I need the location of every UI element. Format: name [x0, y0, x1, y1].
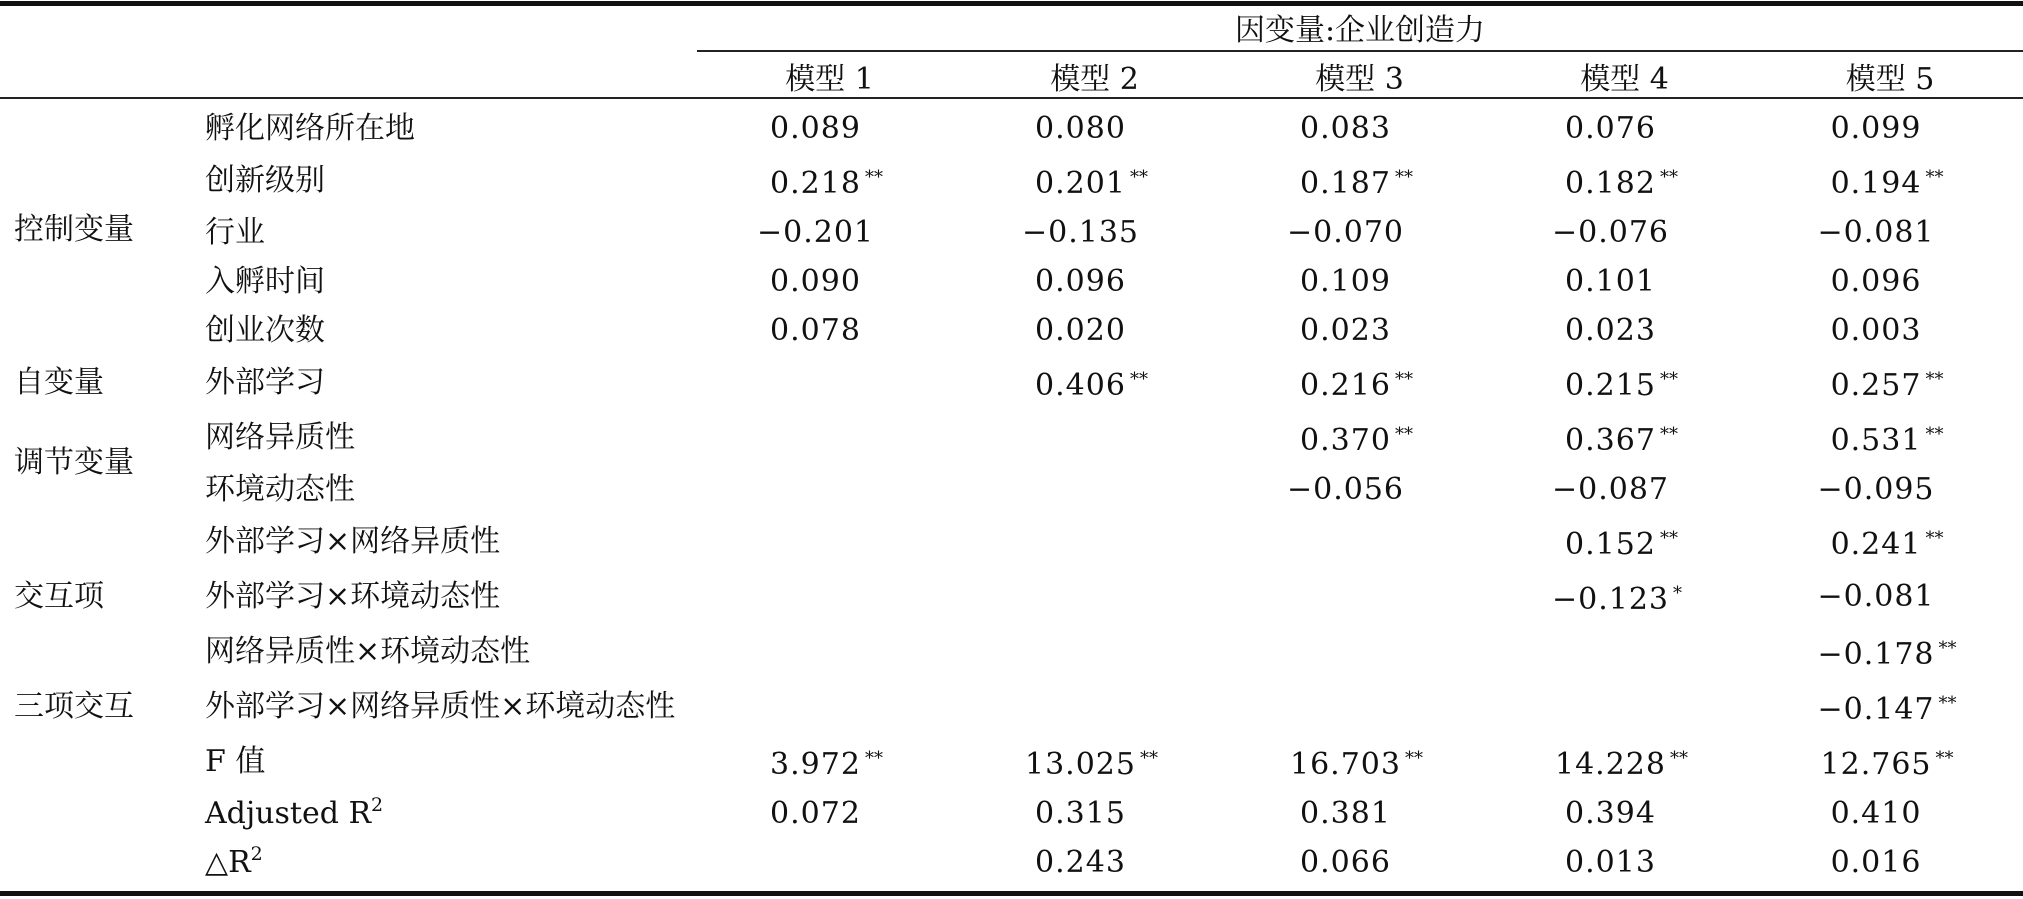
coefficient: 0.023: [1300, 313, 1391, 348]
significance-mark: **: [1935, 748, 1954, 769]
variable-label: [205, 734, 697, 789]
model-3-value: [1227, 153, 1492, 208]
model-2-value: [962, 104, 1227, 153]
model-1-value: [697, 734, 962, 789]
model-4-value: [1492, 514, 1757, 569]
coefficient: 13.025: [1025, 747, 1136, 782]
variable-label: [205, 355, 697, 410]
variable-label: [205, 104, 697, 153]
model-3-value: [1227, 306, 1492, 355]
model-5-value: [1757, 514, 2023, 569]
coefficient: 0.152: [1565, 527, 1656, 562]
variable-label: [205, 153, 697, 208]
coefficient: 0.315: [1035, 796, 1126, 831]
variable-label: [205, 306, 697, 355]
coefficient: 0.089: [770, 111, 861, 146]
coefficient: 0.099: [1830, 111, 1922, 146]
model-5-value: [1757, 306, 2023, 355]
bottom-rule: [0, 891, 2023, 896]
significance-mark: **: [1925, 528, 1944, 549]
variable-name: 外部学习: [205, 365, 325, 400]
coefficient: 0.090: [770, 264, 861, 299]
variable-name: F 值: [205, 744, 266, 779]
variable-name: 外部学习×环境动态性: [205, 579, 501, 614]
model-5-value: [1757, 208, 2023, 257]
table-row: [0, 153, 2023, 208]
model-3-value: [1227, 208, 1492, 257]
table-row: [0, 306, 2023, 355]
variable-label: [205, 410, 697, 465]
coefficient: 3.972: [770, 747, 861, 782]
model-3-value: [1227, 355, 1492, 410]
model-5-value: [1757, 569, 2023, 624]
significance-mark: **: [1659, 424, 1678, 445]
significance-mark: **: [1669, 748, 1688, 769]
model-2-header: 模型 2: [1050, 62, 1139, 97]
significance-mark: **: [1394, 167, 1413, 188]
model-2-value: [962, 624, 1227, 679]
significance-mark: **: [1938, 638, 1957, 659]
coefficient: 0.410: [1830, 796, 1922, 831]
category-label: 交互项: [14, 579, 104, 614]
model-5-value: [1757, 838, 2023, 887]
significance-mark: **: [1925, 424, 1944, 445]
superscript: 2: [250, 843, 263, 865]
model-1-value: [697, 514, 962, 569]
model-5-header: 模型 5: [1845, 62, 1935, 97]
coefficient: 0.096: [1830, 264, 1922, 299]
table-row: [0, 514, 2023, 569]
model-3-value: [1227, 734, 1492, 789]
significance-mark: **: [1925, 369, 1944, 390]
coefficient: −0.076: [1551, 215, 1670, 250]
coefficient: 0.003: [1830, 313, 1922, 348]
model-4-value: [1492, 355, 1757, 410]
coefficient: 0.218: [770, 166, 861, 201]
model-2-value: [962, 465, 1227, 514]
model-4-value: [1492, 257, 1757, 306]
table-row: [0, 208, 2023, 257]
variable-name: 环境动态性: [205, 472, 355, 507]
model-4-value: [1492, 410, 1757, 465]
table-row: [0, 679, 2023, 734]
category-label: 自变量: [14, 365, 104, 400]
significance-mark: **: [864, 167, 883, 188]
model-2-value: [962, 734, 1227, 789]
coefficient: 0.109: [1300, 264, 1391, 299]
coefficient: 0.066: [1300, 845, 1391, 880]
significance-mark: **: [864, 748, 883, 769]
group-header-row: [0, 6, 2023, 55]
variable-name: 创新级别: [205, 163, 325, 198]
coefficient: 0.370: [1300, 423, 1391, 458]
variable-label: [205, 569, 697, 624]
model-1-value: [697, 153, 962, 208]
significance-mark: **: [1938, 693, 1957, 714]
model-4-value: [1492, 679, 1757, 734]
coefficient: 0.072: [770, 796, 861, 831]
model-1-value: [697, 679, 962, 734]
model-4-value: [1492, 624, 1757, 679]
coefficient: 0.367: [1565, 423, 1656, 458]
model-1-value: [697, 789, 962, 838]
coefficient: −0.135: [1021, 215, 1140, 250]
model-2-value: [962, 153, 1227, 208]
model-4-value: [1492, 465, 1757, 514]
variable-label: [205, 789, 697, 838]
superscript: 2: [371, 794, 384, 816]
table-row: [0, 465, 2023, 514]
coefficient: 16.703: [1290, 747, 1401, 782]
model-2-value: [962, 789, 1227, 838]
model-1-header: 模型 1: [785, 62, 874, 97]
coefficient: −0.056: [1286, 472, 1405, 507]
model-3-value: [1227, 838, 1492, 887]
model-2-value: [962, 514, 1227, 569]
model-4-value: [1492, 104, 1757, 153]
model-4-value: [1492, 569, 1757, 624]
model-1-value: [697, 355, 962, 410]
dependent-variable-header: 因变量:企业创造力: [1234, 13, 1486, 48]
table-row: [0, 569, 2023, 624]
model-2-value: [962, 410, 1227, 465]
significance-mark: **: [1925, 167, 1944, 188]
model-header-row: [0, 55, 2023, 104]
coefficient: −0.123: [1551, 582, 1670, 617]
variable-name: 外部学习×网络异质性×环境动态性: [205, 689, 676, 724]
model-5-value: [1757, 355, 2023, 410]
coefficient: −0.087: [1551, 472, 1670, 507]
significance-mark: **: [1394, 369, 1413, 390]
significance-mark: **: [1659, 528, 1678, 549]
coefficient: −0.178: [1817, 637, 1935, 672]
significance-mark: **: [1129, 369, 1148, 390]
model-4-value: [1492, 789, 1757, 838]
model-3-value: [1227, 789, 1492, 838]
coefficient: −0.081: [1817, 579, 1935, 614]
table-row: [0, 789, 2023, 838]
model-5-value: [1757, 624, 2023, 679]
coefficient: −0.070: [1286, 215, 1405, 250]
coefficient: 0.101: [1565, 264, 1656, 299]
variable-label: [205, 838, 697, 887]
coefficient: 0.257: [1830, 368, 1922, 403]
coefficient: 0.096: [1035, 264, 1126, 299]
coefficient: 0.016: [1830, 845, 1922, 880]
model-3-value: [1227, 514, 1492, 569]
significance-mark: **: [1139, 748, 1158, 769]
model-1-value: [697, 410, 962, 465]
variable-name: 外部学习×网络异质性: [205, 524, 501, 559]
coefficient: 0.406: [1035, 368, 1126, 403]
model-3-value: [1227, 624, 1492, 679]
model-2-value: [962, 569, 1227, 624]
coefficient: −0.081: [1817, 215, 1935, 250]
category-label: 三项交互: [14, 689, 134, 724]
model-3-value: [1227, 569, 1492, 624]
model-3-value: [1227, 257, 1492, 306]
coefficient: 0.215: [1565, 368, 1656, 403]
variable-name: 网络异质性×环境动态性: [205, 634, 531, 669]
table-row: [0, 624, 2023, 679]
coefficient: 12.765: [1820, 747, 1932, 782]
coefficient: −0.201: [756, 215, 875, 250]
model-3-value: [1227, 679, 1492, 734]
model-2-value: [962, 208, 1227, 257]
model-1-value: [697, 208, 962, 257]
coefficient: 0.394: [1565, 796, 1656, 831]
variable-name: 创业次数: [205, 313, 325, 348]
model-1-value: [697, 465, 962, 514]
variable-name: △R: [205, 845, 251, 880]
model-2-value: [962, 679, 1227, 734]
model-1-value: [697, 838, 962, 887]
coefficient: −0.147: [1817, 692, 1935, 727]
model-4-header: 模型 4: [1580, 62, 1669, 97]
model-4-value: [1492, 153, 1757, 208]
coefficient: 0.076: [1565, 111, 1656, 146]
category-label: 调节变量: [14, 444, 134, 480]
model-2-value: [962, 306, 1227, 355]
model-5-value: [1757, 410, 2023, 465]
coefficient: 0.023: [1565, 313, 1656, 348]
model-1-value: [697, 624, 962, 679]
model-4-value: [1492, 838, 1757, 887]
model-5-value: [1757, 789, 2023, 838]
model-3-value: [1227, 410, 1492, 465]
model-2-value: [962, 355, 1227, 410]
significance-mark: **: [1659, 369, 1678, 390]
table-row: [0, 838, 2023, 887]
variable-name: 入孵时间: [205, 264, 325, 299]
variable-label: [205, 624, 697, 679]
coefficient: 0.078: [770, 313, 861, 348]
model-5-value: [1757, 734, 2023, 789]
coefficient: 0.216: [1300, 368, 1391, 403]
variable-label: [205, 679, 697, 734]
model-4-value: [1492, 734, 1757, 789]
model-5-value: [1757, 257, 2023, 306]
model-1-value: [697, 569, 962, 624]
model-5-value: [1757, 153, 2023, 208]
table-row: [0, 734, 2023, 789]
coefficient: 0.381: [1300, 796, 1391, 831]
coefficient: 14.228: [1555, 747, 1666, 782]
table-row: [0, 410, 2023, 465]
coefficient: 0.020: [1035, 313, 1126, 348]
coefficient: 0.080: [1035, 111, 1126, 146]
category-label: 控制变量: [14, 212, 134, 247]
variable-label: [205, 465, 697, 514]
significance-mark: **: [1659, 167, 1678, 188]
coefficient: 0.531: [1830, 423, 1922, 458]
significance-mark: **: [1394, 424, 1413, 445]
model-4-value: [1492, 208, 1757, 257]
significance-mark: **: [1129, 167, 1148, 188]
variable-name: Adjusted R: [205, 796, 372, 831]
variable-label: [205, 514, 697, 569]
coefficient: 0.194: [1830, 166, 1922, 201]
model-4-value: [1492, 306, 1757, 355]
model-2-value: [962, 257, 1227, 306]
model-2-value: [962, 838, 1227, 887]
model-1-value: [697, 104, 962, 153]
model-3-value: [1227, 104, 1492, 153]
model-3-header: 模型 3: [1315, 62, 1404, 97]
variable-name: 网络异质性: [205, 420, 355, 455]
significance-mark: *: [1673, 583, 1683, 604]
table-row: [0, 355, 2023, 410]
coefficient: 0.182: [1565, 166, 1656, 201]
coefficient: 0.083: [1300, 111, 1391, 146]
results-table: [0, 6, 2023, 887]
model-5-value: [1757, 465, 2023, 514]
coefficient: −0.095: [1817, 472, 1935, 507]
coefficient: 0.241: [1830, 527, 1922, 562]
variable-label: [205, 257, 697, 306]
model-5-value: [1757, 679, 2023, 734]
significance-mark: **: [1404, 748, 1423, 769]
table-row: [0, 257, 2023, 306]
model-3-value: [1227, 465, 1492, 514]
model-1-value: [697, 257, 962, 306]
coefficient: 0.013: [1565, 845, 1656, 880]
coefficient: 0.201: [1035, 166, 1126, 201]
variable-name: 行业: [205, 215, 265, 250]
model-1-value: [697, 306, 962, 355]
variable-name: 孵化网络所在地: [205, 111, 415, 146]
coefficient: 0.243: [1035, 845, 1126, 880]
model-5-value: [1757, 104, 2023, 153]
variable-label: [205, 208, 697, 257]
table-row: [0, 104, 2023, 153]
coefficient: 0.187: [1300, 166, 1391, 201]
